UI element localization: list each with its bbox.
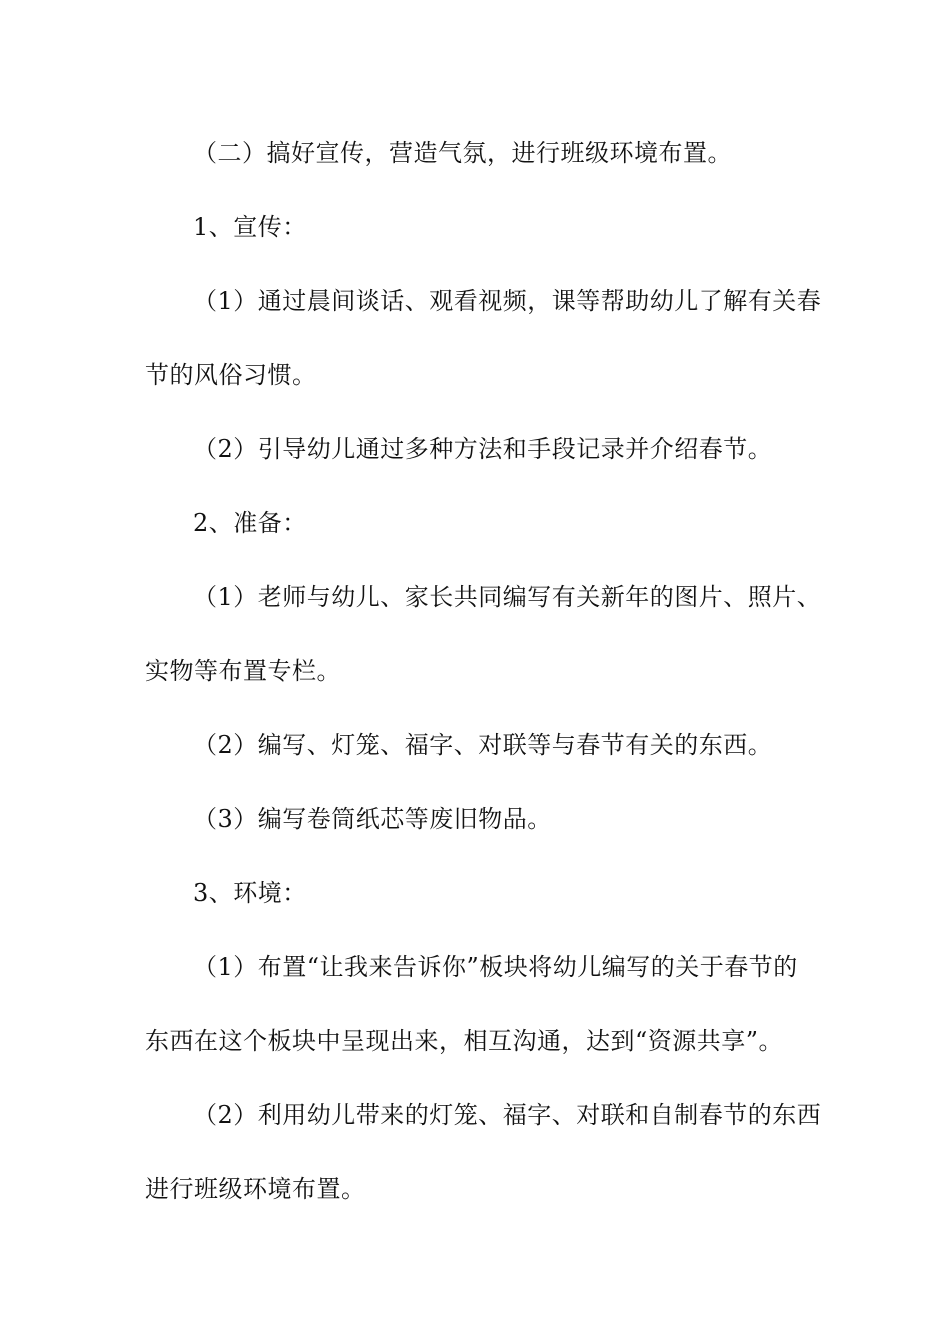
paragraph-line: （1）布置“让我来告诉你”板块将幼儿编写的关于春节的 — [193, 953, 798, 981]
subheading-preparation: 2、准备： — [193, 509, 307, 537]
paragraph-line: （2）编写、灯笼、福字、对联等与春节有关的东西。 — [193, 731, 773, 759]
paragraph-line: 实物等布置专栏。 — [145, 657, 341, 685]
paragraph-line: （1）老师与幼儿、家长共同编写有关新年的图片、照片、 — [193, 583, 822, 611]
section-heading-publicity: （二）搞好宣传，营造气氛，进行班级环境布置。 — [193, 139, 732, 167]
paragraph-line: 东西在这个板块中呈现出来，相互沟通，达到“资源共享”。 — [145, 1027, 784, 1055]
subheading-publicity: 1、宣传： — [193, 213, 307, 241]
paragraph-line: （2）利用幼儿带来的灯笼、福字、对联和自制春节的东西 — [193, 1101, 822, 1129]
paragraph-line: 节的风俗习惯。 — [145, 361, 317, 389]
paragraph-line: （1）通过晨间谈话、观看视频，课等帮助幼儿了解有关春 — [193, 287, 822, 315]
paragraph-line: （2）引导幼儿通过多种方法和手段记录并介绍春节。 — [193, 435, 773, 463]
paragraph-line: （3）编写卷筒纸芯等废旧物品。 — [193, 805, 552, 833]
paragraph-line: 进行班级环境布置。 — [145, 1175, 366, 1203]
subheading-environment: 3、环境： — [193, 879, 307, 907]
